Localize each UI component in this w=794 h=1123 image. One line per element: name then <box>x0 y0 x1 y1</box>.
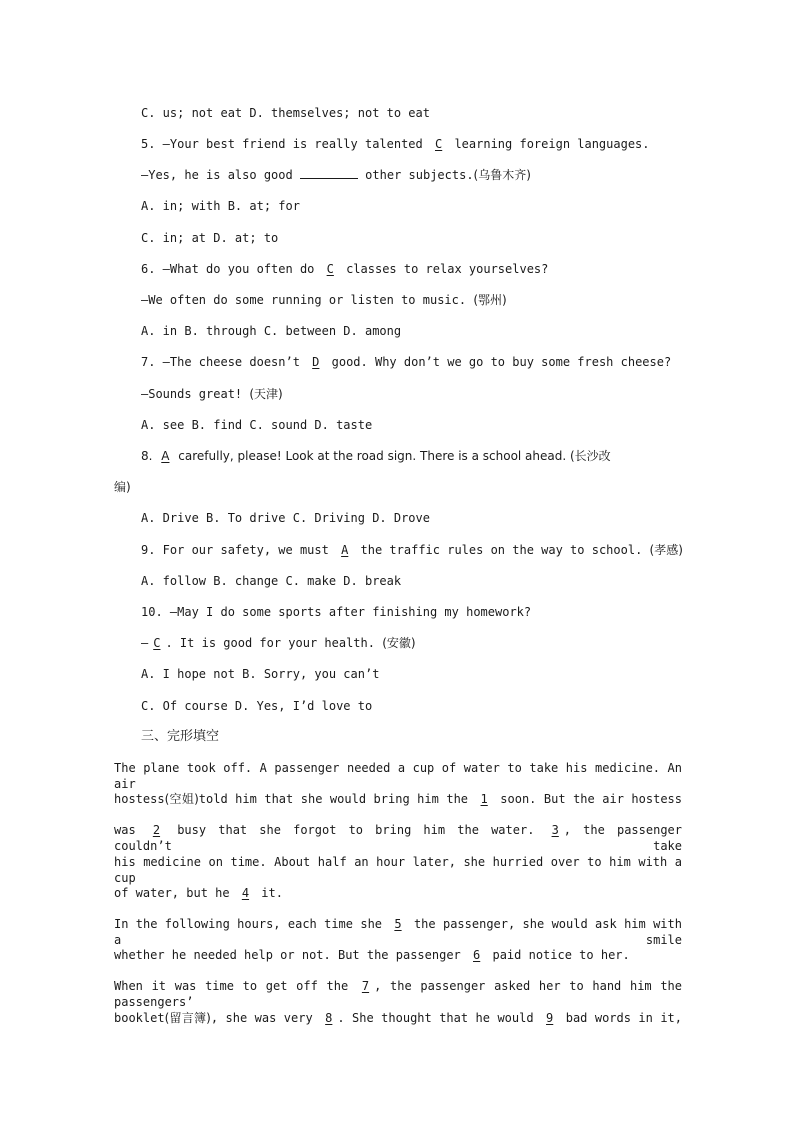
q9-options: A. follow B. change C. make D. break <box>141 574 402 588</box>
q4-options-cd: C. us; not eat D. themselves; not to eat <box>141 106 430 120</box>
q5-options-ab: A. in; with B. at; for <box>141 199 300 213</box>
blank-1: 1 <box>480 792 488 806</box>
passage-line-9: booklet(留言簿), she was very 8 . She thought that he would 9 bad words in it, <box>114 1011 682 1025</box>
q6-answer: C <box>326 262 334 276</box>
q5-answer: C <box>434 137 443 151</box>
q10-options-ab: A. I hope not B. Sorry, you can’t <box>141 667 380 681</box>
q10-answer: C <box>153 636 161 650</box>
q8-question: 8. A carefully, please! Look at the road sign. There is a school ahead. (长沙改 <box>141 449 611 463</box>
q6-question: 6. —What do you often do C classes to relax yourselves? <box>141 262 549 276</box>
q5-blank <box>300 167 358 179</box>
section-heading: 三、完形填空 <box>141 729 220 744</box>
q8-source-cont: 编) <box>114 480 131 494</box>
q6-response: —We often do some running or listen to music. (鄂州) <box>141 293 507 307</box>
q6-source: (鄂州) <box>473 293 507 307</box>
passage-line-1: The plane took off. A passenger needed a cup of water to take his medicine. An air <box>114 761 682 791</box>
q5-question: 5. —Your best friend is really talented C learning foreign languages. <box>141 137 650 151</box>
q7-answer: D <box>312 355 320 369</box>
blank-2: 2 <box>152 823 161 837</box>
blank-5: 5 <box>394 917 402 931</box>
q9-answer: A <box>341 543 349 557</box>
q9-source: (孝感) <box>649 543 683 557</box>
q7-options: A. see B. find C. sound D. taste <box>141 418 373 432</box>
q5-response: —Yes, he is also good other subjects.(乌鲁木齐) <box>141 168 531 182</box>
q5-options-cd: C. in; at D. at; to <box>141 231 279 245</box>
q8-options: A. Drive B. To drive C. Driving D. Drove <box>141 511 430 525</box>
passage-line-7: whether he needed help or not. But the passenger 6 paid notice to her. <box>114 948 630 962</box>
q7-question: 7. —The cheese doesn’t D good. Why don’t we go to buy some fresh cheese? <box>141 355 672 369</box>
blank-7: 7 <box>361 979 370 993</box>
q10-response: — C . It is good for your health. (安徽) <box>141 636 416 650</box>
blank-4: 4 <box>241 886 250 900</box>
blank-3: 3 <box>551 823 559 837</box>
q10-question: 10. —May I do some sports after finishing my homework? <box>141 605 532 619</box>
blank-6: 6 <box>473 948 481 962</box>
q5-source: (乌鲁木齐) <box>473 168 531 182</box>
q10-options-cd: C. Of course D. Yes, I’d love to <box>141 699 373 713</box>
passage-line-3: was 2 busy that she forgot to bring him the water. 3 , the passenger couldn’t take <box>114 823 682 853</box>
q7-source: (天津) <box>249 387 283 401</box>
passage-line-8: When it was time to get off the 7 , the passenger asked her to hand him the passengers’ <box>114 979 682 1009</box>
blank-8: 8 <box>325 1011 333 1025</box>
q8-source: (长沙改 <box>570 449 611 463</box>
q9-question: 9. For our safety, we must A the traffic rules on the way to school. (孝感) <box>141 543 683 557</box>
q8-answer: A <box>161 449 170 463</box>
q10-source: (安徽) <box>382 636 416 650</box>
passage-line-4: his medicine on time. About half an hour later, she hurried over to him with a cup <box>114 855 682 885</box>
q7-response: —Sounds great! (天津) <box>141 387 283 401</box>
passage-line-6: In the following hours, each time she 5 the passenger, she would ask him with a smile <box>114 917 682 947</box>
passage-line-5: of water, but he 4 it. <box>114 886 283 900</box>
passage-line-2: hostess(空姐)told him that she would bring him the 1 soon. But the air hostess <box>114 792 682 806</box>
blank-9: 9 <box>546 1011 554 1025</box>
q6-options: A. in B. through C. between D. among <box>141 324 402 338</box>
